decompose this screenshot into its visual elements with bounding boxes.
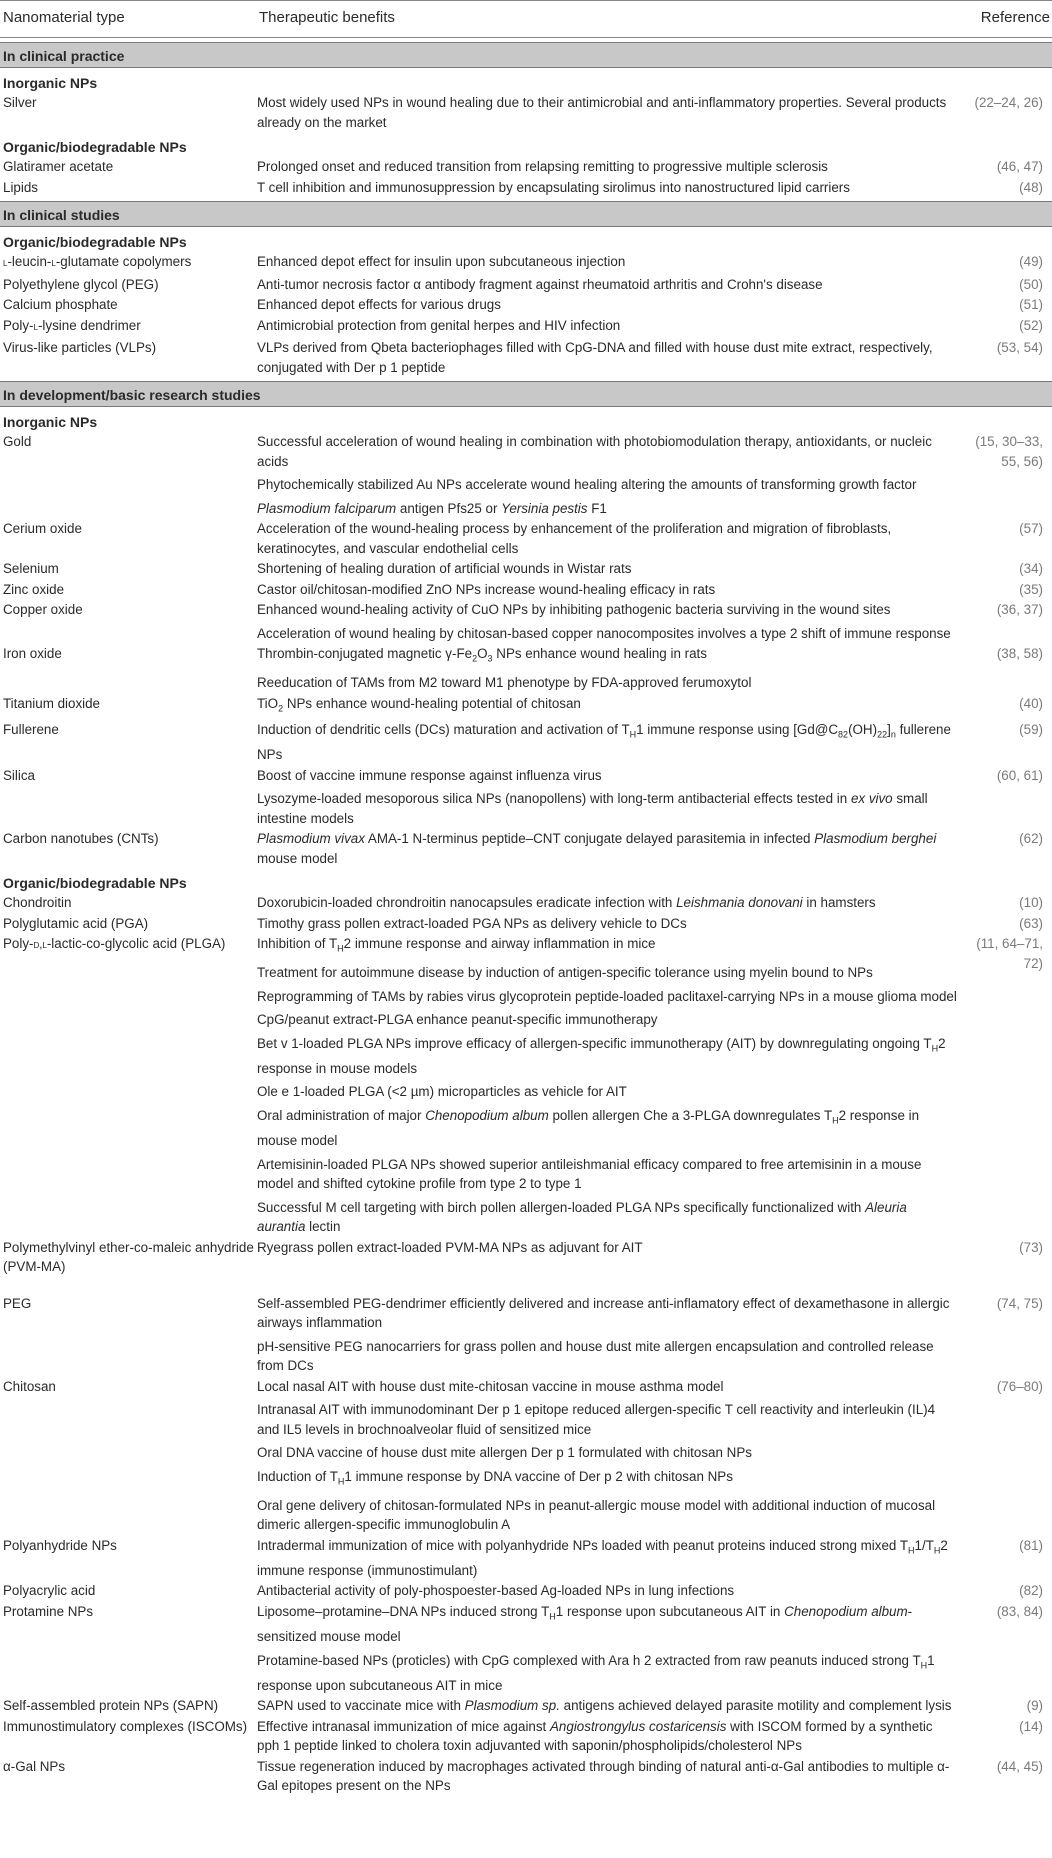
benefit-text: Anti-tumor necrosis factor α antibody fragment against rheumatoid arthritis and Crohn's disease	[257, 276, 823, 292]
reference-cell: (51)	[1019, 297, 1043, 312]
benefit-text: Plasmodium vivax AMA-1 N-terminus peptide–CNT conjugate delayed parasitemia in infected Plasmodium berghei mouse model	[257, 831, 937, 866]
nanomaterial-type-cell: Virus-like particles (VLPs)	[3, 340, 157, 355]
table-row	[0, 519, 1052, 558]
therapeutic-benefits-cell	[257, 157, 957, 177]
benefit-text: Shortening of healing duration of artificial wounds in Wistar rats	[257, 561, 632, 576]
benefit-text: Liposome–protamine–DNA NPs induced strong $T_H1$ response upon subcutaneous AIT in Chenopodium album-sensitized mouse model	[257, 1603, 913, 1645]
therapeutic-benefits-cell	[257, 893, 957, 913]
benefit-text: Effective intranasal immunization of mice against Angiostrongylus costaricensis with ISCOM formed by a synthetic pph 1 peptide linked to cholera toxin adjuvanted with saponin/phospholipids/cholesterol NPs	[257, 1718, 933, 1754]
header-reference: Reference	[980, 9, 1050, 26]
benefit-text: Ryegrass pollen extract-loaded PVM-MA NPs as adjuvant for AIT	[257, 1239, 643, 1255]
nanomaterial-type-cell: l-leucin-l-glutamate copolymers	[3, 254, 192, 269]
benefit-text: Protamine-based NPs (proticles) with CpG complexed with Ara h 2 extracted from raw peanuts induced strong $T_H1$ response upon subcutaneous AIT in mice	[257, 1652, 935, 1693]
reference-cell: (52)	[1019, 317, 1043, 333]
table-row	[0, 1536, 1052, 1581]
benefit-text: VLPs derived from Qbeta bacteriophages filled with CpG-DNA and filled with house dust mite extract, respectively, conjugated with Der p 1 peptide	[257, 340, 933, 375]
nanomaterial-type-cell: Lipids	[3, 179, 38, 195]
nanomaterial-type-cell: Poly-l-lysine dendrimer	[3, 317, 141, 333]
reference-cell: (74, 75)	[996, 1295, 1043, 1311]
benefit-text: Phytochemically stabilized Au NPs accelerate wound healing altering the amounts of transforming growth factor	[257, 477, 917, 492]
nanomaterial-type-cell: Polyethylene glycol (PEG)	[3, 276, 159, 292]
therapeutic-benefits-cell	[257, 1238, 957, 1277]
benefit-text: Lysozyme-loaded mesoporous silica NPs (nanopollens) with long-term antibacterial effects tested in ex vivo small intestine models	[257, 791, 928, 826]
benefit-text: Successful acceleration of wound healing in combination with photobiomodulation therapy, antioxidants, or nucleic acids	[257, 434, 932, 469]
reference-cell: (60, 61)	[996, 767, 1043, 783]
therapeutic-benefits-cell	[257, 766, 957, 829]
reference-cell: (15, 30–33, 55, 56)	[975, 434, 1043, 469]
reference-cell: (22–24, 26)	[974, 95, 1043, 110]
therapeutic-benefits-cell	[257, 644, 957, 693]
nanomaterial-type-cell: Chondroitin	[3, 895, 72, 911]
benefit-text: T cell inhibition and immunosuppression by encapsulating sirolimus into nanostructured lipid carriers	[257, 179, 850, 195]
nanomaterial-type-cell: Selenium	[3, 561, 59, 576]
therapeutic-benefits-cell	[257, 295, 957, 315]
therapeutic-benefits-cell	[257, 720, 957, 765]
table-row	[0, 338, 1052, 377]
therapeutic-benefits-cell	[257, 580, 957, 600]
table-row	[0, 559, 1052, 579]
nanomaterial-type-cell: Immunostimulatory complexes (ISCOMs)	[3, 1718, 248, 1734]
nanomaterial-type-cell: Calcium phosphate	[3, 297, 118, 312]
reference-cell: (48)	[1019, 179, 1043, 195]
table-row	[0, 934, 1052, 1237]
benefit-text: Treatment for autoimmune disease by induction of antigen-specific tolerance using myelin bound to NPs	[257, 965, 873, 981]
table-header	[0, 0, 1052, 38]
therapeutic-benefits-cell	[257, 1757, 957, 1796]
benefit-text: Reeducation of TAMs from M2 toward M1 phenotype by FDA-approved ferumoxytol	[257, 675, 752, 691]
header-nanomaterial-type: Nanomaterial type	[3, 9, 125, 26]
benefit-text: Antimicrobial protection from genital herpes and HIV infection	[257, 317, 621, 333]
benefit-text: Successful M cell targeting with birch pollen allergen-loaded PLGA NPs specifically functionalized with Aleuria aurantia lectin	[257, 1199, 907, 1235]
table-row	[0, 829, 1052, 868]
nanomaterial-type-cell: Polyglutamic acid (PGA)	[3, 915, 149, 931]
table-row	[0, 93, 1052, 132]
therapeutic-benefits-cell	[257, 338, 957, 377]
reference-cell: (57)	[1019, 521, 1043, 536]
table-row	[0, 600, 1052, 643]
nanomaterial-type-cell: Self-assembled protein NPs (SAPN)	[3, 1698, 219, 1714]
therapeutic-benefits-cell	[257, 93, 957, 132]
benefit-text: Tissue regeneration induced by macrophages activated through binding of natural anti-α-Gal antibodies to multiple α-Gal epitopes present on the NPs	[257, 1758, 950, 1794]
benefit-text: Bet v 1-loaded PLGA NPs improve efficacy of allergen-specific immunotherapy (AIT) by downregulating ongoing $T_H2$ response in mouse models	[257, 1035, 946, 1076]
table-row	[0, 720, 1052, 765]
benefit-text: Induction of dendritic cells (DCs) maturation and activation of $T_H1$ immune response using $[Gd@C_{82}(OH)_{22}]_n$ fullerene NPs	[257, 721, 951, 763]
table-row	[0, 694, 1052, 719]
therapeutic-benefits-cell	[257, 275, 957, 295]
table-row	[0, 1294, 1052, 1376]
therapeutic-benefits-cell	[257, 1581, 957, 1601]
benefit-text: Plasmodium falciparum antigen Pfs25 or Yersinia pestis F1	[257, 500, 607, 516]
benefit-text: Acceleration of the wound-healing process by enhancement of the proliferation and migration of fibroblasts, keratinocytes, and vascular endothelial cells	[257, 521, 892, 556]
therapeutic-benefits-cell	[257, 1536, 957, 1581]
nanomaterial-type-cell: Fullerene	[3, 721, 59, 737]
reference-cell: (40)	[1019, 695, 1043, 711]
benefit-text: Most widely used NPs in wound healing due to their antimicrobial and anti-inflammatory properties. Several products already on the market	[257, 95, 947, 130]
benefit-text: Local nasal AIT with house dust mite-chitosan vaccine in mouse asthma model	[257, 1378, 724, 1394]
therapeutic-benefits-cell	[257, 914, 957, 934]
reference-cell: (73)	[1019, 1239, 1043, 1255]
therapeutic-benefits-cell	[257, 829, 957, 868]
benefit-text: Ole e 1-loaded PLGA (<2 µm) microparticles as vehicle for AIT	[257, 1084, 627, 1100]
benefit-text: Enhanced depot effects for various drugs	[257, 297, 501, 312]
nanomaterial-type-cell: Silica	[3, 767, 35, 783]
table-row	[0, 295, 1052, 315]
nanomaterial-type-cell: Carbon nanotubes (CNTs)	[3, 831, 159, 847]
reference-cell: (62)	[1019, 831, 1043, 847]
reference-cell: (14)	[1019, 1718, 1043, 1734]
table-row	[0, 316, 1052, 338]
therapeutic-benefits-cell	[257, 1602, 957, 1695]
benefit-text: Acceleration of wound healing by chitosan-based copper nanocomposites involves a type 2 shift of immune response	[257, 625, 951, 641]
table-row	[0, 157, 1052, 177]
nanomaterial-type-cell: Poly-d,l-lactic-co-glycolic acid (PLGA)	[3, 936, 226, 952]
table-row	[0, 252, 1052, 274]
benefit-text: Oral gene delivery of chitosan-formulated NPs in peanut-allergic mouse model with additional induction of mucosal dimeric allergen-specific immunoglobulin A	[257, 1497, 936, 1533]
table-row	[0, 1696, 1052, 1716]
group-header: Organic/biodegradable NPs	[3, 875, 187, 892]
table-row	[0, 914, 1052, 934]
reference-cell: (36, 37)	[996, 602, 1043, 617]
reference-cell: (10)	[1019, 895, 1043, 911]
reference-cell: (81)	[1019, 1537, 1043, 1553]
benefit-text: Enhanced wound-healing activity of CuO NPs by inhibiting pathogenic bacteria surviving in the wound sites	[257, 602, 891, 617]
table-row	[0, 1717, 1052, 1756]
nanomaterial-type-cell: Titanium dioxide	[3, 695, 101, 711]
reference-cell: (76–80)	[996, 1378, 1043, 1394]
reference-cell: (50)	[1019, 276, 1043, 292]
therapeutic-benefits-cell	[257, 519, 957, 558]
benefit-text: Oral DNA vaccine of house dust mite allergen Der p 1 formulated with chitosan NPs	[257, 1445, 752, 1461]
table-body	[0, 42, 1052, 1796]
table-row	[0, 644, 1052, 693]
table-row	[0, 1581, 1052, 1601]
table-row	[0, 766, 1052, 829]
reference-cell: (82)	[1019, 1583, 1043, 1599]
nanomaterial-type-cell: Iron oxide	[3, 646, 62, 661]
benefit-text: Intradermal immunization of mice with polyanhydride NPs loaded with peanut proteins induced strong mixed $T_H1/T_H2$ immune response (immunostimulant)	[257, 1537, 948, 1578]
benefit-text: TiO$_2$ NPs enhance wound-healing potential of chitosan	[257, 695, 581, 714]
reference-cell: (46, 47)	[996, 159, 1043, 174]
table-row	[0, 1602, 1052, 1695]
benefit-text: CpG/peanut extract-PLGA enhance peanut-specific immunotherapy	[257, 1012, 658, 1028]
nanomaterial-type-cell: Polyacrylic acid	[3, 1583, 96, 1599]
group-header: Inorganic NPs	[3, 75, 98, 91]
therapeutic-benefits-cell	[257, 600, 957, 643]
reference-cell: (34)	[1019, 561, 1043, 576]
benefit-text: Castor oil/chitosan-modified ZnO NPs increase wound-healing efficacy in rats	[257, 581, 716, 597]
therapeutic-benefits-cell	[257, 432, 957, 518]
nanomaterial-type-cell: Cerium oxide	[3, 521, 82, 536]
benefit-text: Doxorubicin-loaded chrondroitin nanocapsules eradicate infection with Leishmania donovani in hamsters	[257, 895, 876, 911]
nanomaterial-type-cell: Copper oxide	[3, 602, 83, 617]
nanomaterial-type-cell: Polymethylvinyl ether-co-maleic anhydride (PVM-MA)	[3, 1239, 254, 1275]
therapeutic-benefits-cell	[257, 934, 957, 1237]
therapeutic-benefits-cell	[257, 316, 957, 338]
table-row	[0, 893, 1052, 913]
nanomaterial-type-cell: Polyanhydride NPs	[3, 1537, 117, 1553]
benefit-text: Thrombin-conjugated magnetic $\gamma-Fe_2O_3$ NPs enhance wound healing in rats	[257, 646, 707, 664]
group-header: Inorganic NPs	[3, 414, 98, 430]
reference-cell: (44, 45)	[996, 1758, 1043, 1774]
therapeutic-benefits-cell	[257, 1294, 957, 1376]
reference-cell: (83, 84)	[996, 1603, 1043, 1619]
nanomaterial-type-cell: Glatiramer acetate	[3, 159, 114, 174]
reference-cell: (59)	[1019, 721, 1043, 737]
nanomaterial-type-cell: Protamine NPs	[3, 1603, 94, 1619]
section-header: In clinical practice	[0, 42, 1052, 68]
therapeutic-benefits-cell	[257, 178, 957, 198]
benefit-text: Reprogramming of TAMs by rabies virus glycoprotein peptide-loaded paclitaxel-carrying NPs in a mouse glioma model	[257, 988, 957, 1004]
nanomaterial-type-cell: α-Gal NPs	[3, 1758, 66, 1774]
nanomaterial-type-cell: PEG	[3, 1295, 32, 1311]
reference-cell: (63)	[1019, 915, 1043, 931]
section-header: In clinical studies	[0, 201, 1052, 227]
table-row	[0, 1757, 1052, 1796]
benefit-text: Oral administration of major Chenopodium album pollen allergen Che a 3-PLGA downregulates $T_H2$ response in mouse model	[257, 1107, 920, 1149]
reference-cell: (38, 58)	[996, 646, 1043, 661]
benefit-text: Boost of vaccine immune response against influenza virus	[257, 767, 602, 783]
group-header: Organic/biodegradable NPs	[3, 139, 187, 155]
benefit-text: Antibacterial activity of poly-phospoester-based Ag-loaded NPs in lung infections	[257, 1583, 735, 1599]
reference-cell: (35)	[1019, 581, 1043, 597]
therapeutic-benefits-cell	[257, 252, 957, 274]
table-row	[0, 1377, 1052, 1535]
reference-cell: (49)	[1019, 254, 1043, 269]
table-row	[0, 580, 1052, 600]
group-header: Organic/biodegradable NPs	[3, 234, 187, 250]
nanomaterial-type-cell: Chitosan	[3, 1378, 56, 1394]
therapeutic-benefits-cell	[257, 1717, 957, 1756]
nanomaterial-type-cell: Gold	[3, 434, 32, 449]
therapeutic-benefits-cell	[257, 694, 957, 719]
table-row	[0, 1238, 1052, 1293]
benefit-text: Inhibition of $T_H2$ immune response and airway inflammation in mice	[257, 936, 656, 954]
benefit-text: Artemisinin-loaded PLGA NPs showed superior antileishmanial efficacy compared to free artemisinin in a mouse model and shifted cytokine profile from type 2 to type 1	[257, 1156, 922, 1192]
benefit-text: Prolonged onset and reduced transition from relapsing remitting to progressive multiple sclerosis	[257, 159, 828, 174]
benefit-text: Timothy grass pollen extract-loaded PGA NPs as delivery vehicle to DCs	[257, 915, 687, 931]
header-therapeutic-benefits: Therapeutic benefits	[259, 9, 395, 26]
therapeutic-benefits-cell	[257, 1696, 957, 1716]
benefit-text: Enhanced depot effect for insulin upon subcutaneous injection	[257, 254, 626, 269]
table-row	[0, 178, 1052, 198]
reference-cell: (53, 54)	[996, 340, 1043, 355]
nanomaterial-type-cell: Zinc oxide	[3, 581, 65, 597]
nanomaterial-type-cell: Silver	[3, 95, 37, 110]
therapeutic-benefits-cell	[257, 1377, 957, 1535]
table-row	[0, 275, 1052, 295]
section-header: In development/basic research studies	[0, 381, 1052, 407]
benefit-text: Self-assembled PEG-dendrimer efficiently delivered and increase anti-inflamatory effect of dexamethasone in allergic airways inflammation	[257, 1295, 950, 1331]
reference-cell: (9)	[1026, 1698, 1043, 1714]
benefit-text: pH-sensitive PEG nanocarriers for grass pollen and house dust mite allergen encapsulation and controlled release from DCs	[257, 1338, 934, 1374]
benefit-text: Intranasal AIT with immunodominant Der p 1 epitope reduced allergen-specific T cell reactivity and interleukin (IL)4 and IL5 levels in brochnoalveolar fluid of sensitized mice	[257, 1402, 936, 1437]
therapeutic-benefits-cell	[257, 559, 957, 579]
table-row	[0, 432, 1052, 518]
benefit-text: Induction of $T_H1$ immune response by DNA vaccine of Der p 2 with chitosan NPs	[257, 1468, 733, 1487]
benefit-text: SAPN used to vaccinate mice with Plasmodium sp. antigens achieved delayed parasite motility and complement lysis	[257, 1698, 952, 1714]
reference-cell: (11, 64–71, 72)	[976, 936, 1043, 971]
